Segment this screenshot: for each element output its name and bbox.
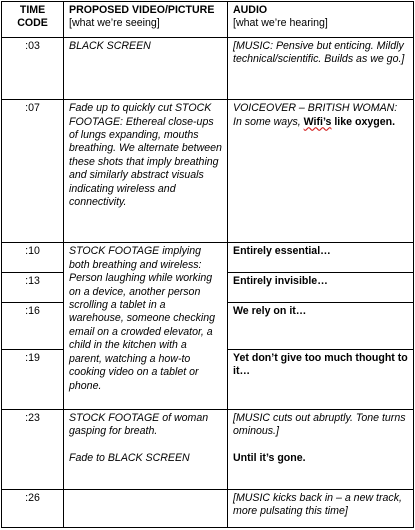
table-row [2, 100, 414, 243]
audio-cell: We rely on it… [228, 302, 414, 349]
time-code-cell: :03 [2, 38, 64, 100]
table-row [2, 489, 414, 527]
audio-header-subtitle: [what we’re hearing] [233, 17, 328, 30]
video-cell: BLACK SCREEN [64, 38, 228, 100]
table-row [2, 243, 414, 273]
table-row [2, 409, 414, 489]
video-cell: Fade up to quickly cut STOCK FOOTAGE: Ethereal close-ups of lungs expanding, mouths breathing. We alternate between these shots that imply breathing and similarly abstract visuals indicating wireless and connectivity. [64, 100, 228, 243]
time-code-cell: :10 [2, 243, 64, 273]
time-code-cell: :23 [2, 409, 64, 489]
video-header [64, 2, 228, 38]
audio-cell: Entirely invisible… [228, 273, 414, 302]
audio-cell: [MUSIC: Pensive but enticing. Mildly technical/scientific. Builds as we go.] [228, 38, 414, 100]
audio-cell: Yet don’t give too much thought to it… [228, 349, 414, 409]
audio-cell: [MUSIC kicks back in – a new track, more pulsating this time] [228, 489, 414, 527]
audio-cell: Entirely essential… [228, 243, 414, 273]
script-document [1, 1, 413, 528]
time-code-cell: :26 [2, 489, 64, 527]
video-cell-empty [64, 489, 228, 527]
audio-header [228, 2, 414, 38]
video-cell-merged: STOCK FOOTAGE implying both breathing and wireless: Person laughing while working on a device, another person scrolling a tablet in a warehouse, someone checking email on a crowded elevator, a child in the kitchen with a parent, watching a how-to cooking video on a tablet or phone. [64, 243, 228, 409]
video-cell: STOCK FOOTAGE of woman gasping for breath. Fade to BLACK SCREEN [64, 409, 228, 489]
time-code-cell: :07 [2, 100, 64, 243]
time-code-header: TIME CODE [2, 2, 64, 38]
audio-cell: [MUSIC cuts out abruptly. Tone turns ominous.] Until it’s gone. [228, 409, 414, 489]
time-code-cell: :16 [2, 302, 64, 349]
video-header-title: PROPOSED VIDEO/PICTURE [69, 4, 215, 16]
time-code-cell: :19 [2, 349, 64, 409]
audio-cell: VOICEOVER – BRITISH WOMAN: In some ways, Wifi’s like oxygen. [228, 100, 414, 243]
time-code-cell: :13 [2, 273, 64, 302]
script-table [1, 1, 414, 528]
audio-header-title: AUDIO [233, 4, 268, 16]
video-header-subtitle: [what we’re seeing] [69, 17, 160, 30]
table-row [2, 38, 414, 100]
header-row [2, 2, 414, 38]
